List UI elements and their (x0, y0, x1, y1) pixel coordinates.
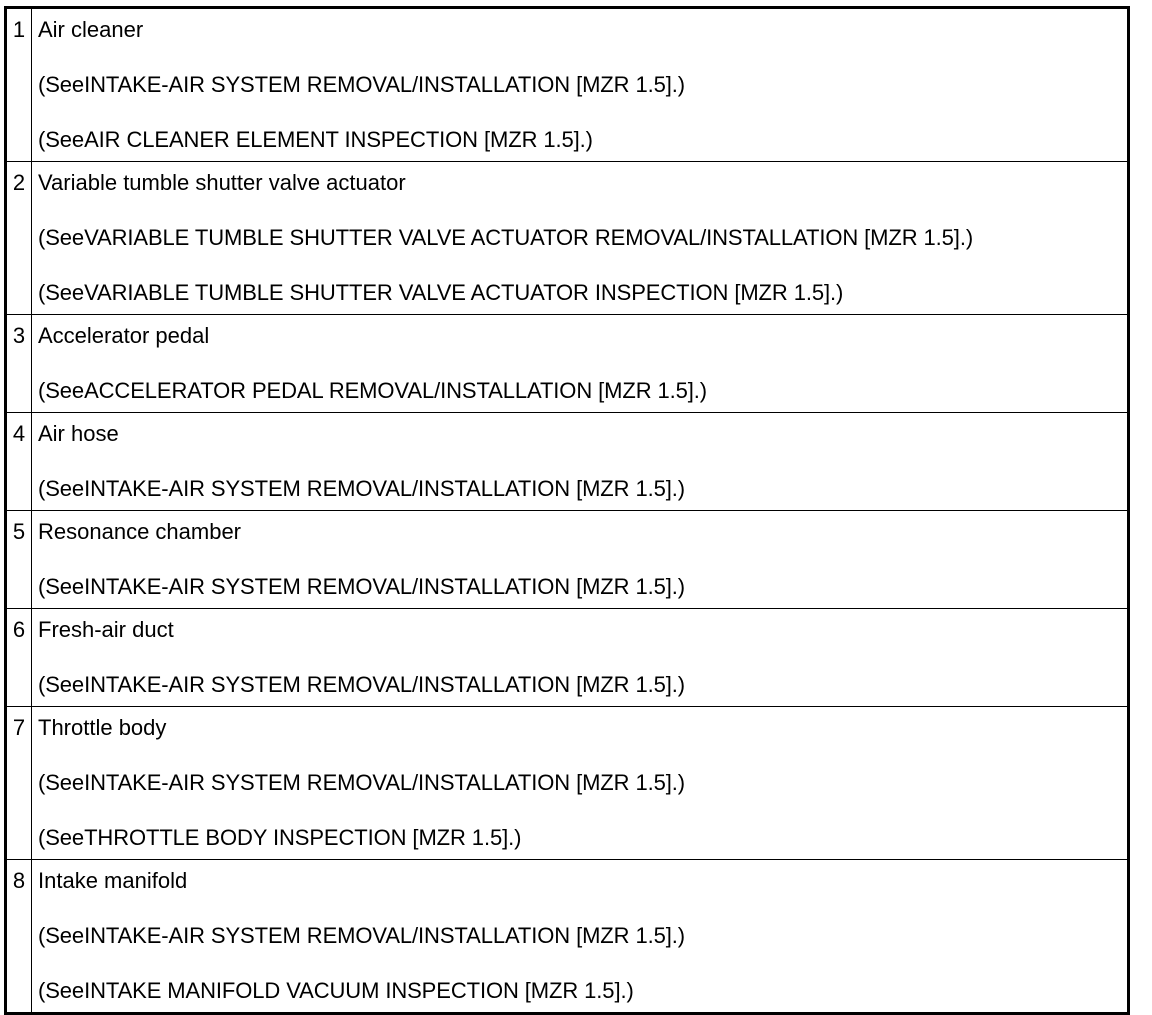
item-title: Resonance chamber (38, 519, 242, 544)
reference-link[interactable]: (SeeINTAKE-AIR SYSTEM REMOVAL/INSTALLATION [MZR 1.5].) (38, 672, 685, 697)
item-content (32, 860, 1129, 1014)
reference-link[interactable]: (SeeTHROTTLE BODY INSPECTION [MZR 1.5].) (38, 825, 522, 850)
item-title: Fresh-air duct (38, 617, 174, 642)
reference-link[interactable]: (SeeINTAKE-AIR SYSTEM REMOVAL/INSTALLATION [MZR 1.5].) (38, 770, 685, 795)
item-title: Accelerator pedal (38, 323, 210, 348)
item-title: Throttle body (38, 715, 167, 740)
table-row (6, 609, 1129, 707)
item-number: 2 (6, 162, 32, 315)
table-row (6, 315, 1129, 413)
reference-link[interactable]: (SeeVARIABLE TUMBLE SHUTTER VALVE ACTUATOR REMOVAL/INSTALLATION [MZR 1.5].) (38, 225, 974, 250)
item-content (32, 413, 1129, 511)
table-row (6, 8, 1129, 162)
item-content (32, 511, 1129, 609)
reference-link[interactable]: (SeeAIR CLEANER ELEMENT INSPECTION [MZR 1.5].) (38, 127, 593, 152)
table-row (6, 860, 1129, 1014)
item-number: 8 (6, 860, 32, 1014)
reference-link[interactable]: (SeeVARIABLE TUMBLE SHUTTER VALVE ACTUATOR INSPECTION [MZR 1.5].) (38, 280, 844, 305)
item-number: 3 (6, 315, 32, 413)
reference-link[interactable]: (SeeINTAKE-AIR SYSTEM REMOVAL/INSTALLATION [MZR 1.5].) (38, 72, 685, 97)
reference-link[interactable]: (SeeINTAKE-AIR SYSTEM REMOVAL/INSTALLATION [MZR 1.5].) (38, 476, 685, 501)
component-table-body (6, 8, 1129, 1014)
component-table (4, 6, 1130, 1015)
table-row (6, 413, 1129, 511)
item-number: 6 (6, 609, 32, 707)
table-row (6, 162, 1129, 315)
item-number: 4 (6, 413, 32, 511)
item-title: Intake manifold (38, 868, 188, 893)
item-title: Air cleaner (38, 17, 144, 42)
item-content (32, 162, 1129, 315)
item-title: Variable tumble shutter valve actuator (38, 170, 406, 195)
item-content (32, 609, 1129, 707)
reference-link[interactable]: (SeeACCELERATOR PEDAL REMOVAL/INSTALLATION [MZR 1.5].) (38, 378, 708, 403)
item-content (32, 707, 1129, 860)
item-content (32, 8, 1129, 162)
table-row (6, 511, 1129, 609)
item-number: 1 (6, 8, 32, 162)
item-number: 7 (6, 707, 32, 860)
reference-link[interactable]: (SeeINTAKE-AIR SYSTEM REMOVAL/INSTALLATION [MZR 1.5].) (38, 923, 685, 948)
reference-link[interactable]: (SeeINTAKE MANIFOLD VACUUM INSPECTION [MZR 1.5].) (38, 978, 634, 1003)
item-number: 5 (6, 511, 32, 609)
reference-link[interactable]: (SeeINTAKE-AIR SYSTEM REMOVAL/INSTALLATION [MZR 1.5].) (38, 574, 685, 599)
item-content (32, 315, 1129, 413)
item-title: Air hose (38, 421, 119, 446)
table-row (6, 707, 1129, 860)
